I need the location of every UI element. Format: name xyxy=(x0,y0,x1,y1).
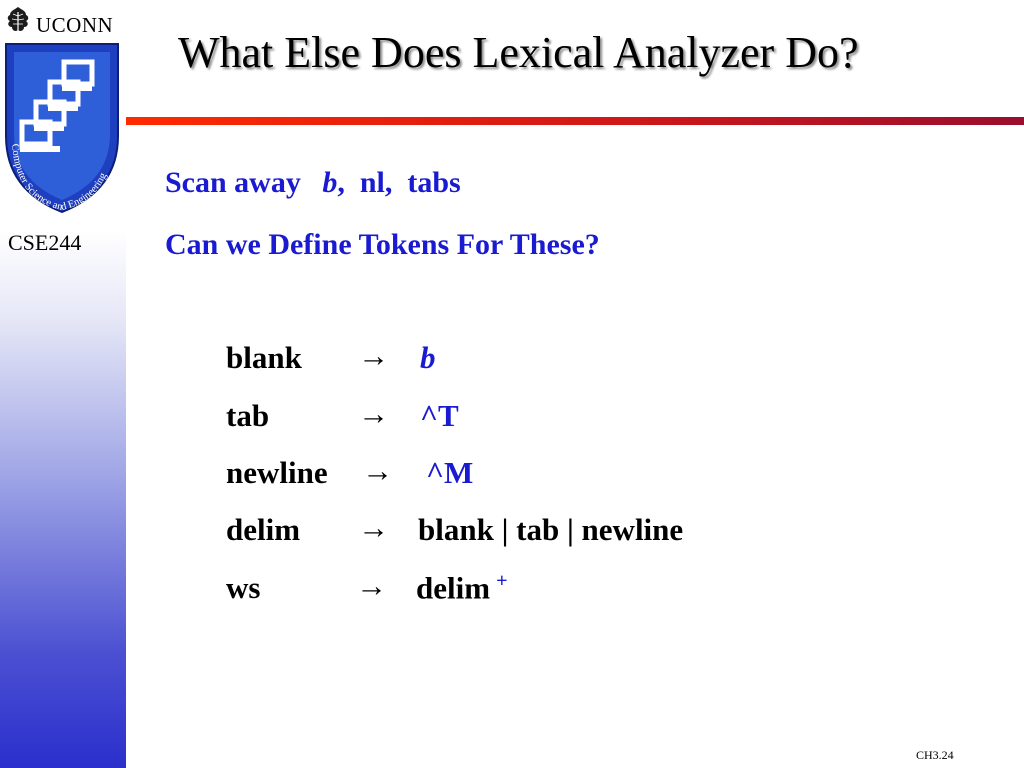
definition-lhs: newline xyxy=(226,455,328,490)
definition-row xyxy=(226,396,459,434)
arrow-icon: → xyxy=(362,453,393,488)
definition-rhs: delim xyxy=(416,570,491,606)
cse-shield-logo xyxy=(2,40,122,216)
definition-rhs: ^M xyxy=(426,455,474,490)
definition-row xyxy=(226,453,474,491)
scan-away-rest: , nl, tabs xyxy=(337,166,461,199)
logo-arc-text: Computer Science and Engineering xyxy=(9,143,110,213)
sidebar xyxy=(0,0,126,768)
definition-row xyxy=(226,510,684,548)
definition-rhs: ^T xyxy=(420,398,459,433)
scan-away-line xyxy=(165,166,461,200)
arrow-icon: → xyxy=(358,396,389,431)
definition-rhs: blank | tab | newline xyxy=(418,512,684,547)
title-divider xyxy=(126,117,1024,125)
uconn-wordmark: UCONN xyxy=(36,13,114,37)
uconn-logo xyxy=(4,6,124,36)
definition-row xyxy=(226,338,436,376)
arrow-icon: → xyxy=(358,510,389,545)
definition-lhs: ws xyxy=(226,570,261,605)
slide-title: What Else Does Lexical Analyzer Do? xyxy=(178,28,859,77)
course-code: CSE244 xyxy=(8,230,82,255)
scan-away-prefix: Scan away xyxy=(165,166,301,199)
oak-leaf-icon xyxy=(4,6,32,36)
question-line: Can we Define Tokens For These? xyxy=(165,228,600,261)
arrow-icon: → xyxy=(356,568,387,603)
definition-lhs: delim xyxy=(226,512,301,547)
definition-lhs: blank xyxy=(226,340,302,375)
definition-lhs: tab xyxy=(226,398,270,433)
plus-superscript: + xyxy=(496,570,508,592)
scan-away-b: b xyxy=(322,166,338,199)
definition-rhs: b xyxy=(420,340,436,375)
arrow-icon: → xyxy=(358,338,389,373)
definition-row xyxy=(226,568,508,606)
page-number: CH3.24 xyxy=(916,748,954,762)
